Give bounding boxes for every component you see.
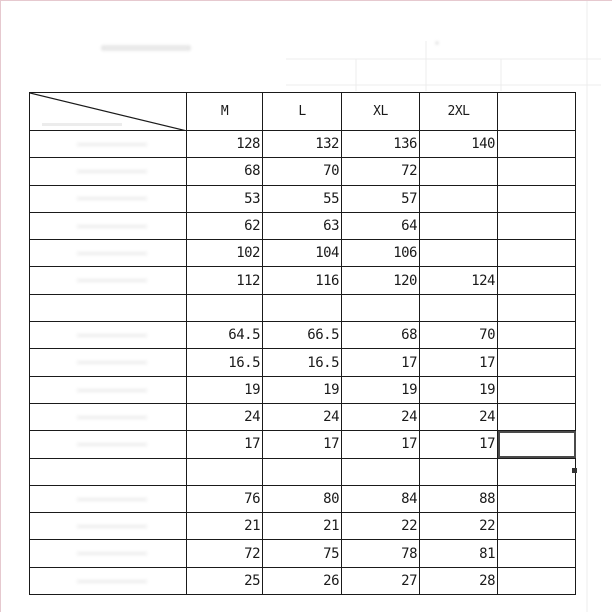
table-cell[interactable]	[498, 513, 576, 540]
table-cell[interactable]: 140	[420, 131, 498, 158]
table-cell[interactable]: 66.5	[263, 322, 342, 349]
table-cell[interactable]	[498, 567, 576, 594]
redacted-mark	[435, 41, 439, 45]
header-cell-l[interactable]: L	[263, 93, 342, 131]
redacted-label	[77, 389, 147, 392]
table-cell[interactable]	[498, 240, 576, 267]
redacted-label	[77, 498, 147, 501]
table-row	[30, 267, 576, 294]
table-cell[interactable]	[342, 294, 420, 321]
table-cell[interactable]	[420, 158, 498, 185]
redacted-label	[77, 279, 147, 282]
table-cell[interactable]	[498, 458, 576, 485]
table-cell[interactable]	[187, 458, 263, 485]
table-cell[interactable]	[498, 485, 576, 512]
table-cell[interactable]	[342, 458, 420, 485]
table-cell[interactable]: 78	[342, 540, 420, 567]
table-cell[interactable]: 27	[342, 567, 420, 594]
redacted-label	[77, 361, 147, 364]
table-cell[interactable]: 116	[263, 267, 342, 294]
table-cell[interactable]: 21	[187, 513, 263, 540]
selection-fill-handle[interactable]	[572, 468, 577, 473]
table-cell[interactable]	[498, 294, 576, 321]
table-cell[interactable]: 19	[342, 376, 420, 403]
table-cell[interactable]	[187, 294, 263, 321]
table-cell[interactable]	[263, 294, 342, 321]
table-row	[30, 294, 576, 321]
table-cell[interactable]	[498, 376, 576, 403]
table-cell[interactable]	[498, 267, 576, 294]
table-cell[interactable]: 81	[420, 540, 498, 567]
table-cell[interactable]	[263, 458, 342, 485]
redacted-label	[77, 252, 147, 255]
table-cell[interactable]: 17	[342, 349, 420, 376]
row-label-cell[interactable]	[30, 540, 187, 567]
table-cell[interactable]	[420, 294, 498, 321]
table-cell[interactable]: 57	[342, 185, 420, 212]
table-cell[interactable]: 17	[263, 431, 342, 458]
table-cell[interactable]	[498, 185, 576, 212]
row-label-cell[interactable]	[30, 212, 187, 239]
table-cell[interactable]	[498, 131, 576, 158]
table-row	[30, 158, 576, 185]
table-row	[30, 349, 576, 376]
row-label-cell[interactable]	[30, 158, 187, 185]
table-row	[30, 458, 576, 485]
table-cell[interactable]: 21	[263, 513, 342, 540]
table-row	[30, 240, 576, 267]
redacted-label	[77, 143, 147, 146]
table-cell[interactable]: 136	[342, 131, 420, 158]
table-cell[interactable]: 25	[187, 567, 263, 594]
table-row	[30, 513, 576, 540]
table-cell[interactable]: 17	[420, 431, 498, 458]
row-label-cell[interactable]	[30, 294, 187, 321]
row-label-cell[interactable]	[30, 513, 187, 540]
header-row	[30, 93, 576, 131]
table-cell[interactable]: 24	[187, 403, 263, 430]
table-cell[interactable]	[498, 212, 576, 239]
table-cell[interactable]: 124	[420, 267, 498, 294]
table-cell[interactable]	[420, 240, 498, 267]
table-cell[interactable]: 63	[263, 212, 342, 239]
table-cell[interactable]: 24	[420, 403, 498, 430]
table-cell[interactable]: 24	[263, 403, 342, 430]
table-cell[interactable]: 19	[420, 376, 498, 403]
row-label-cell[interactable]	[30, 322, 187, 349]
selected-cell[interactable]	[498, 431, 576, 458]
header-cell-xl[interactable]: XL	[342, 93, 420, 131]
redacted-title	[101, 45, 191, 51]
table-cell[interactable]	[420, 458, 498, 485]
table-cell[interactable]: 68	[342, 322, 420, 349]
table-cell[interactable]: 28	[420, 567, 498, 594]
row-label-cell[interactable]	[30, 567, 187, 594]
table-cell[interactable]: 64.5	[187, 322, 263, 349]
table-cell[interactable]: 17	[342, 431, 420, 458]
row-label-cell[interactable]	[30, 349, 187, 376]
table-row	[30, 403, 576, 430]
table-cell[interactable]: 72	[342, 158, 420, 185]
row-label-cell[interactable]	[30, 485, 187, 512]
table-cell[interactable]	[498, 158, 576, 185]
table-row	[30, 185, 576, 212]
table-row	[30, 567, 576, 594]
table-cell[interactable]: 64	[342, 212, 420, 239]
row-label-cell[interactable]	[30, 376, 187, 403]
row-label-cell[interactable]	[30, 403, 187, 430]
table-cell[interactable]: 128	[187, 131, 263, 158]
table-cell[interactable]: 62	[187, 212, 263, 239]
header-cell-m[interactable]: M	[187, 93, 263, 131]
table-cell[interactable]	[498, 322, 576, 349]
table-cell[interactable]: 17	[420, 349, 498, 376]
header-cell-empty[interactable]	[498, 93, 576, 131]
table-row	[30, 212, 576, 239]
redacted-label	[77, 334, 147, 337]
table-cell[interactable]: 132	[263, 131, 342, 158]
redacted-label	[77, 552, 147, 555]
table-cell[interactable]: 19	[263, 376, 342, 403]
row-label-cell[interactable]	[30, 240, 187, 267]
size-chart-table	[29, 92, 576, 595]
row-label-cell[interactable]	[30, 458, 187, 485]
table-cell[interactable]: 68	[187, 158, 263, 185]
table-cell[interactable]	[498, 540, 576, 567]
table-cell[interactable]	[420, 212, 498, 239]
table-row	[30, 376, 576, 403]
table-row	[30, 322, 576, 349]
table-cell[interactable]: 22	[420, 513, 498, 540]
table-cell[interactable]: 16.5	[187, 349, 263, 376]
table-cell[interactable]	[498, 403, 576, 430]
table-cell[interactable]: 112	[187, 267, 263, 294]
row-label-cell[interactable]	[30, 185, 187, 212]
table-cell[interactable]: 104	[263, 240, 342, 267]
table-row	[30, 431, 576, 458]
table-cell[interactable]: 16.5	[263, 349, 342, 376]
redacted-label	[77, 416, 147, 419]
row-label-cell[interactable]	[30, 131, 187, 158]
table-cell[interactable]: 88	[420, 485, 498, 512]
table-cell[interactable]: 70	[420, 322, 498, 349]
table-cell[interactable]: 80	[263, 485, 342, 512]
table-cell[interactable]: 17	[187, 431, 263, 458]
table-cell[interactable]: 75	[263, 540, 342, 567]
table-row	[30, 485, 576, 512]
table-cell[interactable]: 22	[342, 513, 420, 540]
table-cell[interactable]: 106	[342, 240, 420, 267]
table-cell[interactable]	[498, 349, 576, 376]
row-label-cell[interactable]	[30, 267, 187, 294]
diagonal-line	[30, 93, 187, 131]
table-cell[interactable]: 76	[187, 485, 263, 512]
table-cell[interactable]: 120	[342, 267, 420, 294]
row-label-cell[interactable]	[30, 431, 187, 458]
redacted-label	[77, 170, 147, 173]
diagonal-corner-cell[interactable]	[30, 93, 187, 131]
table-cell[interactable]: 24	[342, 403, 420, 430]
table-cell[interactable]: 72	[187, 540, 263, 567]
table-cell[interactable]: 84	[342, 485, 420, 512]
redacted-label	[77, 225, 147, 228]
table-cell[interactable]: 19	[187, 376, 263, 403]
table-cell[interactable]: 53	[187, 185, 263, 212]
table-cell[interactable]: 102	[187, 240, 263, 267]
table-cell[interactable]: 70	[263, 158, 342, 185]
table-row	[30, 540, 576, 567]
redacted-label	[77, 197, 147, 200]
redacted-label	[77, 525, 147, 528]
table-cell[interactable]: 26	[263, 567, 342, 594]
redacted-label	[77, 580, 147, 583]
redacted-label	[77, 443, 147, 446]
table-row	[30, 131, 576, 158]
header-cell-2xl[interactable]: 2XL	[420, 93, 498, 131]
table-cell[interactable]	[420, 185, 498, 212]
table-cell[interactable]: 55	[263, 185, 342, 212]
